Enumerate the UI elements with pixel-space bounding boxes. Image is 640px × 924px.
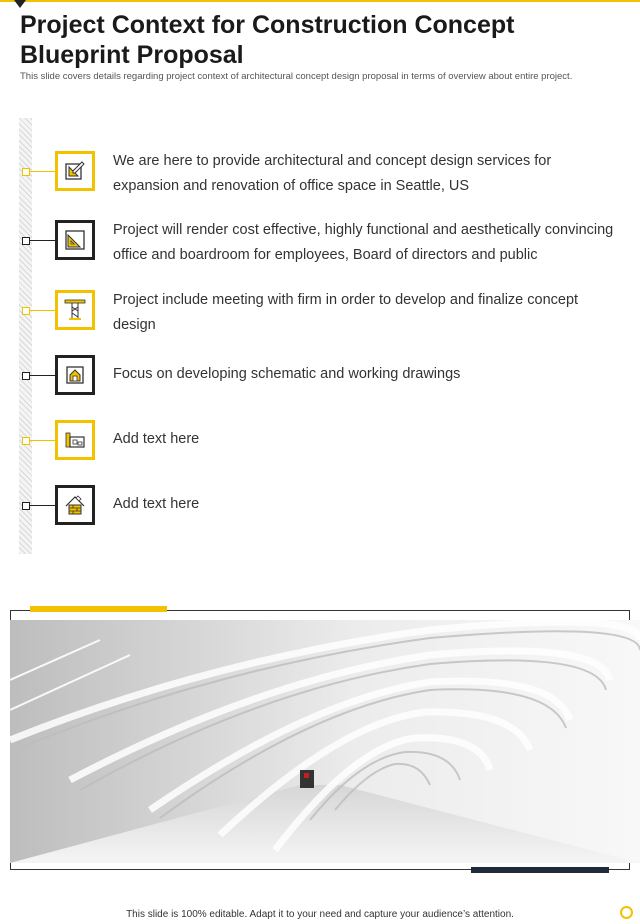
dark-accent-bar bbox=[471, 867, 609, 873]
item-text: Add text here bbox=[113, 431, 200, 447]
crane-icon bbox=[55, 290, 95, 330]
set-square-icon bbox=[55, 220, 95, 260]
top-accent-line bbox=[0, 0, 640, 2]
item-text: Focus on developing schematic and working drawings bbox=[113, 366, 461, 382]
item-text: We are here to provide architectural and concept design services for expansion and renovation of office space in Seattle, US bbox=[113, 153, 552, 194]
list-item bbox=[0, 280, 640, 340]
circle-icon bbox=[620, 906, 633, 919]
connector-node bbox=[22, 372, 30, 380]
list-item bbox=[0, 475, 640, 535]
list-item bbox=[0, 141, 640, 201]
corridor-illustration bbox=[10, 620, 640, 863]
page-title: Project Context for Construction Concept Blueprint Proposal bbox=[20, 11, 515, 69]
list-item bbox=[0, 410, 640, 470]
yellow-accent-bar bbox=[30, 606, 167, 612]
blueprint-ruler-icon bbox=[55, 151, 95, 191]
item-text: Add text here bbox=[113, 496, 200, 512]
item-text: Project include meeting with firm in order to develop and finalize concept design bbox=[113, 292, 579, 333]
building-plan-icon bbox=[55, 355, 95, 395]
list-item bbox=[0, 345, 640, 405]
brick-wall-icon bbox=[55, 485, 95, 525]
connector-node bbox=[22, 168, 30, 176]
connector-node bbox=[22, 237, 30, 245]
connector-node bbox=[22, 437, 30, 445]
top-triangle-marker bbox=[14, 0, 26, 8]
item-text: Project will render cost effective, highly functional and aesthetically convincing office and boardroom for employees, Board of directors and public bbox=[113, 222, 614, 263]
corridor-photo bbox=[10, 620, 640, 863]
connector-node bbox=[22, 502, 30, 510]
footer-note: This slide is 100% editable. Adapt it to your need and capture your audience’s attention. bbox=[126, 909, 514, 920]
list-item bbox=[0, 210, 640, 270]
connector-node bbox=[22, 307, 30, 315]
floor-plan-icon bbox=[55, 420, 95, 460]
page-subtitle: This slide covers details regarding project context of architectural concept design proposal in terms of overview about entire project. bbox=[20, 71, 573, 82]
